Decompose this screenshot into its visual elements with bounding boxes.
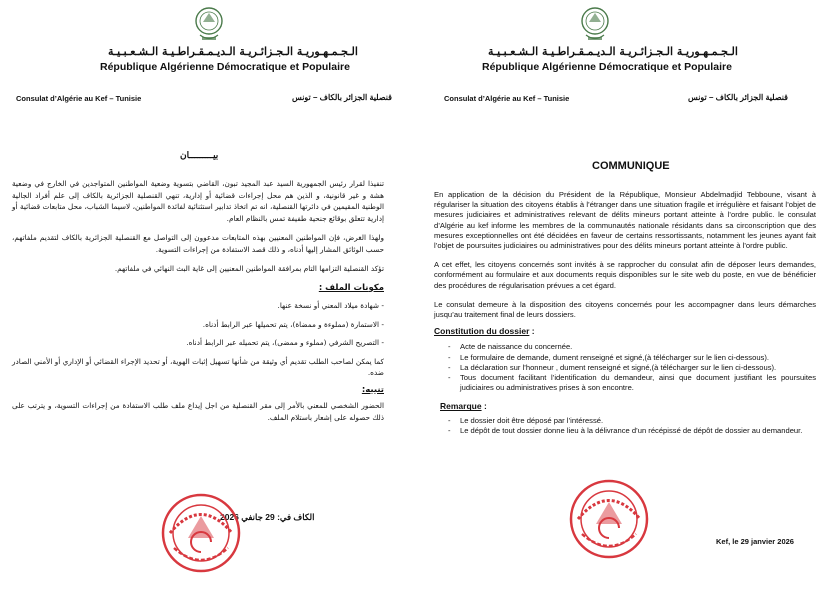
french-document-list <box>434 342 816 393</box>
french-file-heading <box>434 326 816 336</box>
arabic-file-heading: مكونات الملف : <box>318 282 384 293</box>
consulate-name-arabic: قنصلية الجزائر بالكاف – تونس <box>292 93 393 102</box>
consulate-name-arabic: قنصلية الجزائر بالكاف – تونس <box>688 93 789 102</box>
arabic-paragraph-3: تؤكد القنصلية التزامها التام بمرافقة المواطنين المعنيين إلى غاية البث النهائي في ملفاتهم. <box>114 264 384 273</box>
french-remark-heading <box>440 401 816 411</box>
republic-name-french: République Algérienne Démocratique et Populaire <box>482 61 732 73</box>
french-remark-list <box>434 416 816 436</box>
french-paragraph-1: En application de la décision du Président de la République, Monsieur Abdelmadjid Tebboune, visant à régulariser la situation des citoyens établis à l’étranger dans une situation fragile et irrégulière et faisant l’objet de mesures judiciaires et administratives relevant de délits mineurs portant atteinte à l’ordre public. le consulat d’Algérie au kef informe les membres de la communautés nationale résidants dans sa circonscription que des mesures exceptionnelles ont été décidées en faveur de certains ressortissants, notamment les jeunes ayant fait l’objet de poursuites judiciaires ou administratives pour des délits mineurs portant atteinte à l’ordre public. <box>434 190 816 251</box>
consulate-name-french: Consulat d’Algérie au Kef – Tunisie <box>16 94 142 103</box>
remark-heading-text: Remarque <box>440 401 482 412</box>
algeria-emblem-icon <box>194 6 224 46</box>
file-heading-suffix: : <box>529 326 535 337</box>
list-item: - Tous document facilitant l’identification du demandeur, ainsi que document justifiant les poursuites judiciaires ou administratives prises à son encontre. <box>446 373 816 393</box>
list-item: - Le formulaire de demande, dument renseigné et signé,(à télécharger sur le lien ci-dessous). <box>446 353 816 363</box>
arabic-note: الحضور الشخصي للمعني بالأمر إلى مقر القنصلية من اجل إيداع ملف طلب الاستفادة من إجراءات التسوية، و يترتب على ذلك حصوله على إشعار باستلام الملف. <box>12 401 384 422</box>
consulate-seal-stamp <box>568 478 650 560</box>
french-page <box>414 0 828 599</box>
arabic-paragraph-2: ولهذا الغرض، فإن المواطنين المعنيين بهذه المتابعات مدعوون إلى التواصل مع القنصلية الجزائرية بالكاف لتقديم ملفاتهم، حسب الوثائق المشار إليها أدناه، و ذلك قصد الاستفادة من إجراءات التسوية. <box>12 233 384 254</box>
arabic-document-list <box>12 300 384 349</box>
arabic-note-heading: تنبيه: <box>361 384 384 395</box>
file-heading-text: Constitution du dossier <box>434 326 530 337</box>
french-paragraph-3: Le consulat demeure à la disposition des citoyens concernés pour les accompagner dans leurs démarches jusqu’au traitement final de leurs dossiers. <box>434 299 816 320</box>
document-title-french: COMMUNIQUE <box>592 160 670 172</box>
document-title-arabic: بيـــــــــان <box>180 150 219 160</box>
list-item: - شهادة ميلاد المعني أو نسخة عنها. <box>277 301 384 310</box>
republic-name-arabic: الـجـمـهـوريـة الـجـزائـريـة الـديـمـقـراطـيـة الـشـعـبـيـة <box>488 45 738 58</box>
french-paragraph-2: A cet effet, les citoyens concernés sont invités à se rapprocher du consulat afin de déposer leurs demandes, conformément au formulaire et aux documents requis disponibles sur le site web du poste, en vue de bénéficier des procédures de régularisation prévues a cet égard. <box>434 260 816 290</box>
date-french: Kef, le 29 janvier 2026 <box>716 537 794 546</box>
arabic-paragraph-1: تنفيذا لقرار رئيس الجمهورية السيد عبد المجيد تبون، القاضي بتسوية وضعية المواطنين المتواجدين في الخارج في وضعية هشة و غير قانونية، و الذين هم محل إجراءات قضائية أو إدارية، تنهي القنصلية الجزائرية بالكاف إلى علم أفراد الجالية الوطنية المقيمين في دائرتها القنصلية، انه تم اتخاذ تدابير استثنائية لفائدة المواطنين، لاسيما الشباب، محل متابعات قضائية أو إدارية تتعلق بوقائع جنحية طفيفة تمس بالنظام العام. <box>12 179 384 223</box>
list-item: - الاستمارة (مملوءة و ممضاة)، يتم تحميلها عبر الرابط أدناه. <box>202 319 384 329</box>
republic-name-arabic: الـجـمـهـوريـة الـجـزائـريـة الـديـمـقـراطـيـة الـشـعـبـيـة <box>108 45 358 58</box>
algeria-emblem-icon <box>580 6 610 46</box>
list-item: - Le dépôt de tout dossier donne lieu à la délivrance d’un récépissé de dépôt de dossier au demandeur. <box>446 426 816 436</box>
list-item: - التصريح الشرفي (مملوء و ممضى)، يتم تحميله عبر الرابط أدناه. <box>186 338 384 347</box>
french-body <box>434 190 816 436</box>
list-item: - Acte de naissance du concernée. <box>446 342 816 352</box>
arabic-body <box>12 178 384 423</box>
list-item: - Le dossier doit être déposé par l’intéressé. <box>446 416 816 426</box>
list-item: - La déclaration sur l’honneur , dument renseigné et signé,(à télécharger sur le lien ci-dessous). <box>446 363 816 373</box>
consulate-name-french: Consulat d’Algérie au Kef – Tunisie <box>444 94 570 103</box>
consulate-seal-stamp <box>160 492 242 574</box>
remark-heading-suffix: : <box>481 401 487 412</box>
republic-name-french: République Algérienne Démocratique et Populaire <box>100 61 350 73</box>
arabic-paragraph-4: كما يمكن لصاحب الطلب تقديم أي وثيقة من شأنها تسهيل إثبات الهوية، أو تحديد الإجراء القضائي أو الإداري أو الأمني الصادر ضده. <box>12 356 384 377</box>
date-arabic: الكاف في: 29 جانفي 2026 <box>220 512 315 522</box>
